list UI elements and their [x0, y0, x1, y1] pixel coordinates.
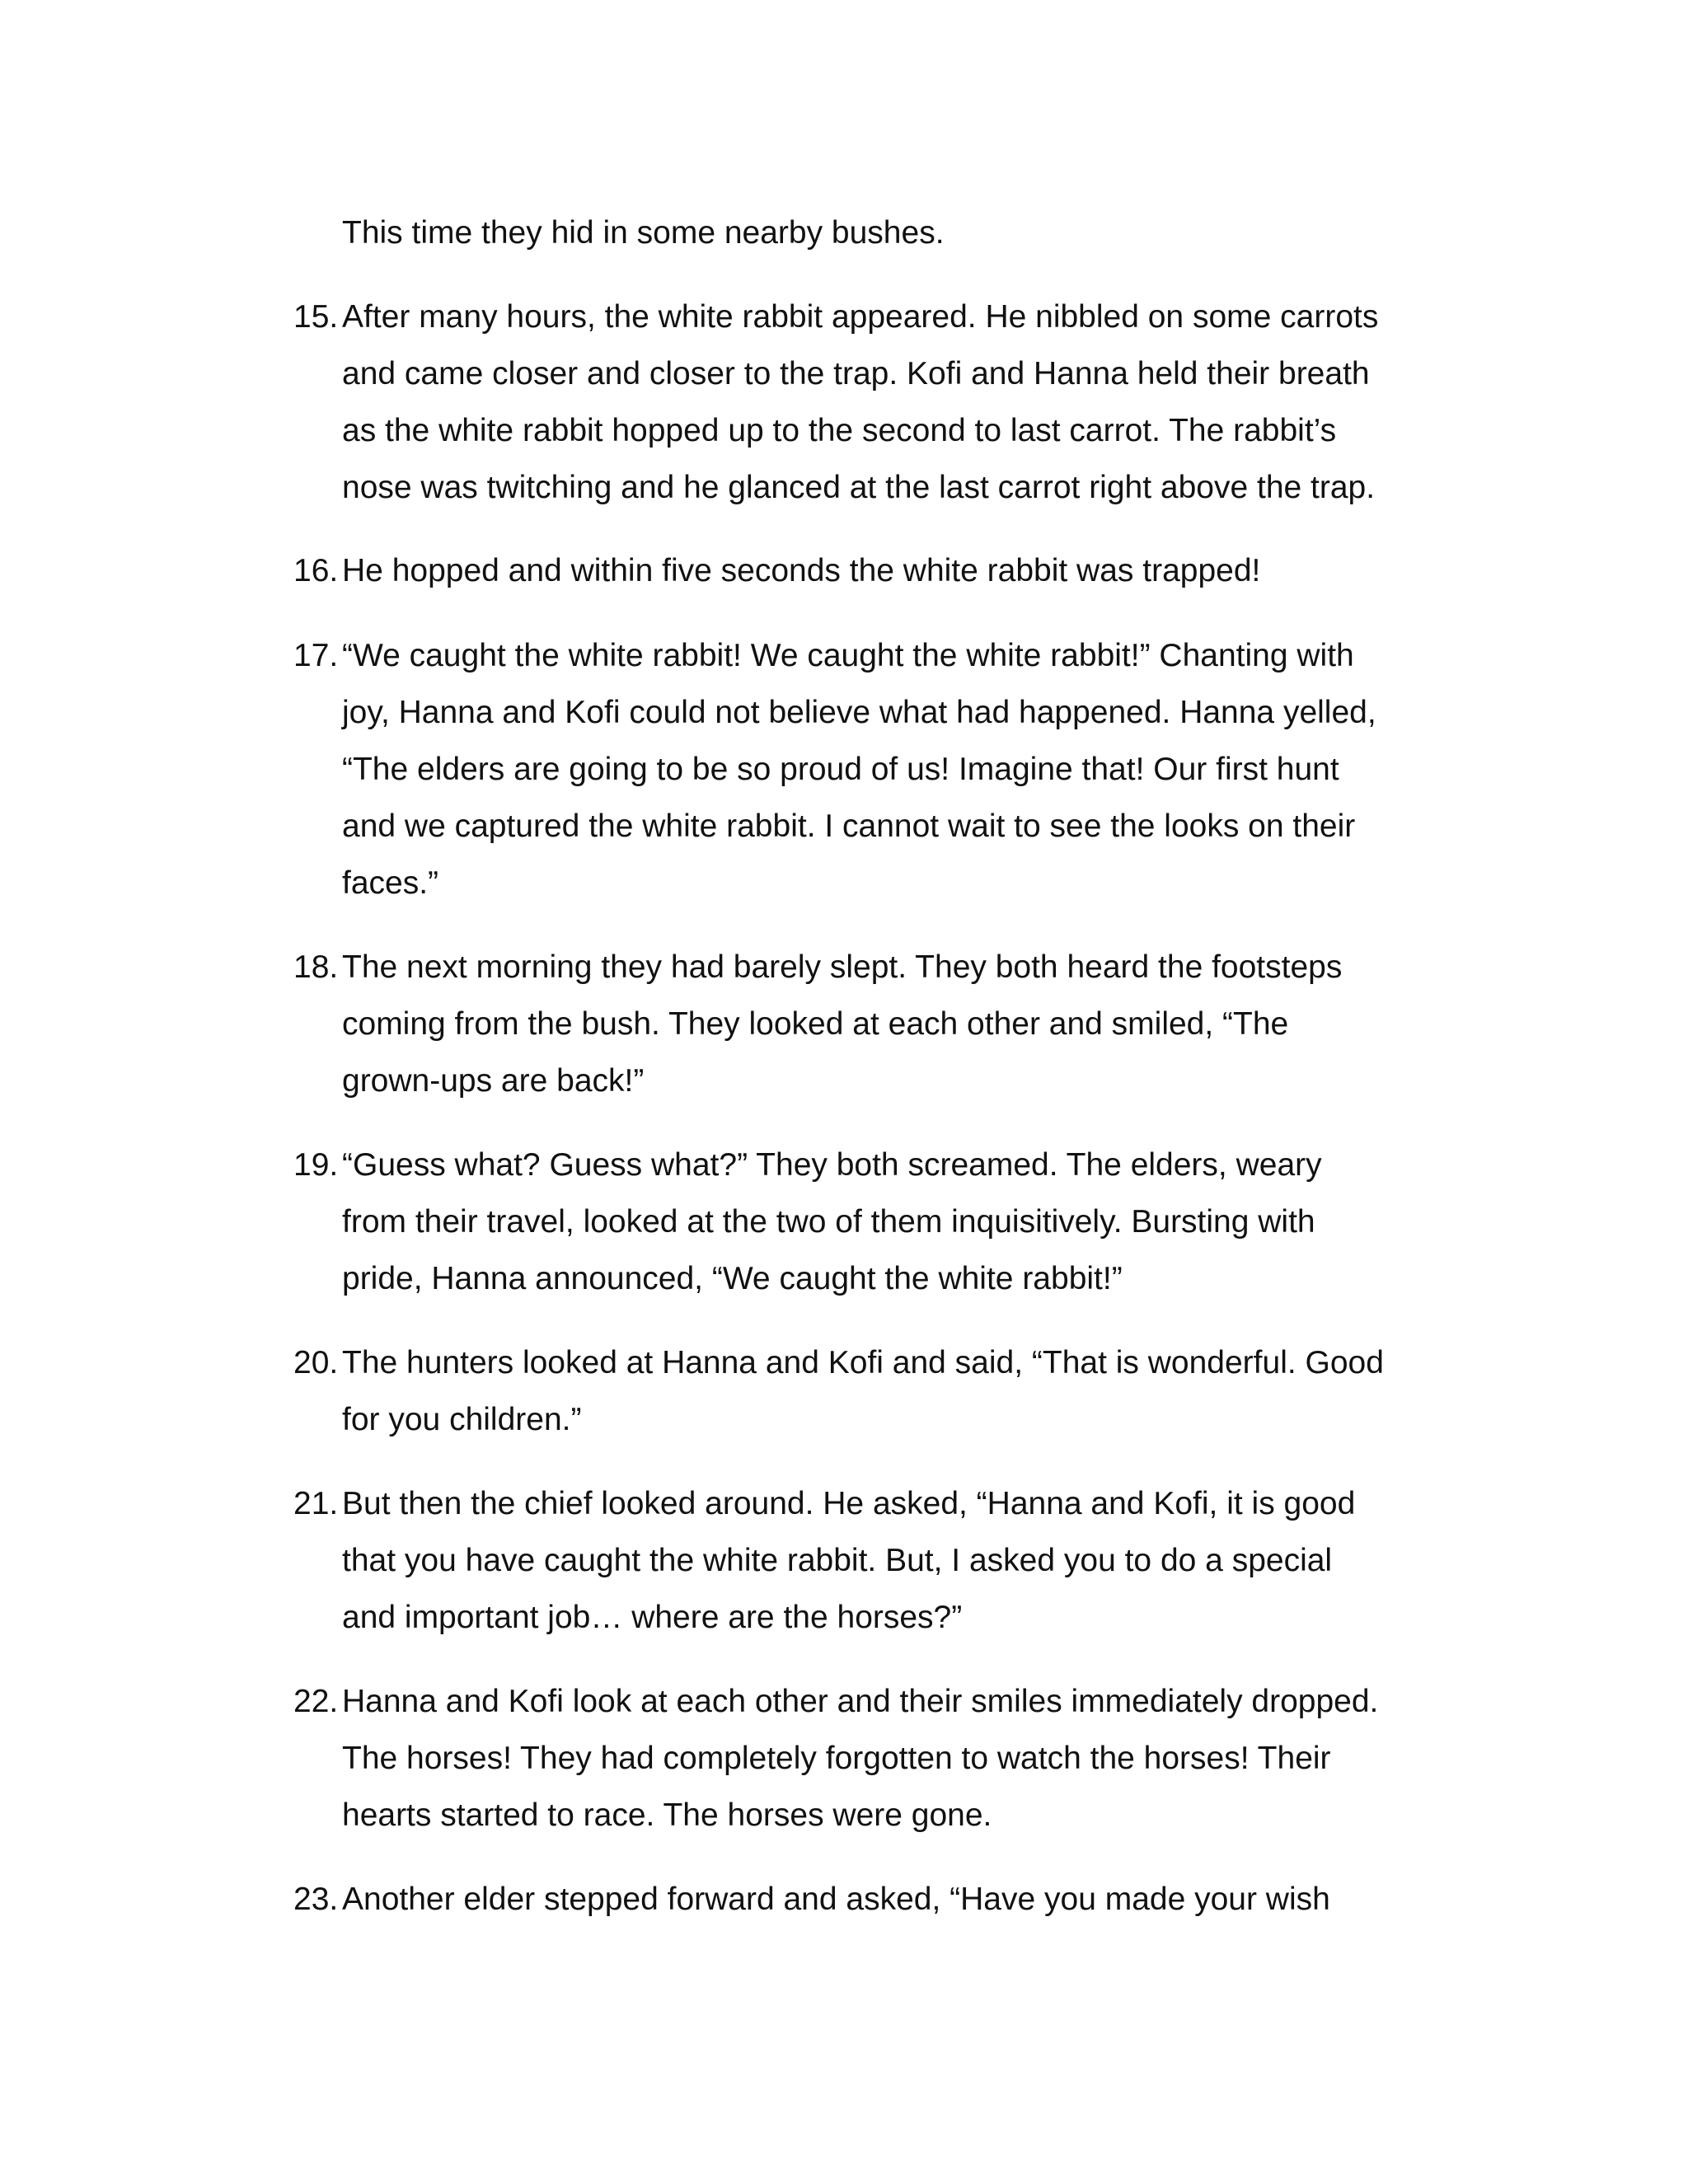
paragraph-17-line-3: “The elders are going to be so proud of us! Imagine that! Our first hunt	[342, 752, 1339, 787]
paragraph-20-line-1: The hunters looked at Hanna and Kofi and said, “That is wonderful. Good	[342, 1345, 1384, 1380]
paragraph-17-line-1: “We caught the white rabbit! We caught the white rabbit!” Chanting with	[342, 638, 1354, 673]
continuation-line: This time they hid in some nearby bushes.	[342, 215, 945, 251]
paragraph-number-23: 23.	[293, 1882, 339, 1917]
paragraph-number-17: 17.	[293, 638, 339, 673]
paragraph-21-line-1: But then the chief looked around. He asked, “Hanna and Kofi, it is good	[342, 1486, 1356, 1521]
paragraph-21-line-2: that you have caught the white rabbit. But, I asked you to do a special	[342, 1543, 1333, 1578]
paragraph-18-line-1: The next morning they had barely slept. They both heard the footsteps	[342, 949, 1343, 985]
paragraph-number-19: 19.	[293, 1147, 339, 1183]
paragraph-22-line-1: Hanna and Kofi look at each other and their smiles immediately dropped.	[342, 1684, 1379, 1719]
paragraph-22-line-3: hearts started to race. The horses were gone.	[342, 1797, 992, 1833]
paragraph-15-line-4: nose was twitching and he glanced at the last carrot right above the trap.	[342, 470, 1376, 505]
paragraph-18-line-3: grown-ups are back!”	[342, 1063, 645, 1099]
paragraph-17-line-4: and we captured the white rabbit. I cannot wait to see the looks on their	[342, 808, 1356, 844]
paragraph-17-line-5: faces.”	[342, 865, 439, 901]
paragraph-number-22: 22.	[293, 1684, 339, 1719]
paragraph-15-line-3: as the white rabbit hopped up to the second to last carrot. The rabbit’s	[342, 413, 1337, 448]
paragraph-15-line-1: After many hours, the white rabbit appeared. He nibbled on some carrots	[342, 299, 1379, 335]
paragraph-17-line-2: joy, Hanna and Kofi could not believe what had happened. Hanna yelled,	[342, 695, 1376, 730]
paragraph-21-line-3: and important job… where are the horses?”	[342, 1600, 963, 1635]
paragraph-number-16: 16.	[293, 553, 339, 588]
paragraph-19-line-3: pride, Hanna announced, “We caught the white rabbit!”	[342, 1261, 1123, 1296]
paragraph-19-line-1: “Guess what? Guess what?” They both screamed. The elders, weary	[342, 1147, 1322, 1183]
paragraph-23-line-1: Another elder stepped forward and asked, “Have you made your wish	[342, 1882, 1330, 1917]
paragraph-number-20: 20.	[293, 1345, 339, 1380]
paragraph-16-line-1: He hopped and within five seconds the white rabbit was trapped!	[342, 553, 1261, 588]
paragraph-15-line-2: and came closer and closer to the trap. Kofi and Hanna held their breath	[342, 356, 1370, 391]
paragraph-22-line-2: The horses! They had completely forgotten to watch the horses! Their	[342, 1741, 1331, 1776]
paragraph-19-line-2: from their travel, looked at the two of them inquisitively. Bursting with	[342, 1204, 1315, 1240]
paragraph-20-line-2: for you children.”	[342, 1402, 582, 1437]
paragraph-number-21: 21.	[293, 1486, 339, 1521]
paragraph-number-18: 18.	[293, 949, 339, 985]
paragraph-18-line-2: coming from the bush. They looked at each other and smiled, “The	[342, 1006, 1289, 1042]
paragraph-number-15: 15.	[293, 299, 339, 335]
